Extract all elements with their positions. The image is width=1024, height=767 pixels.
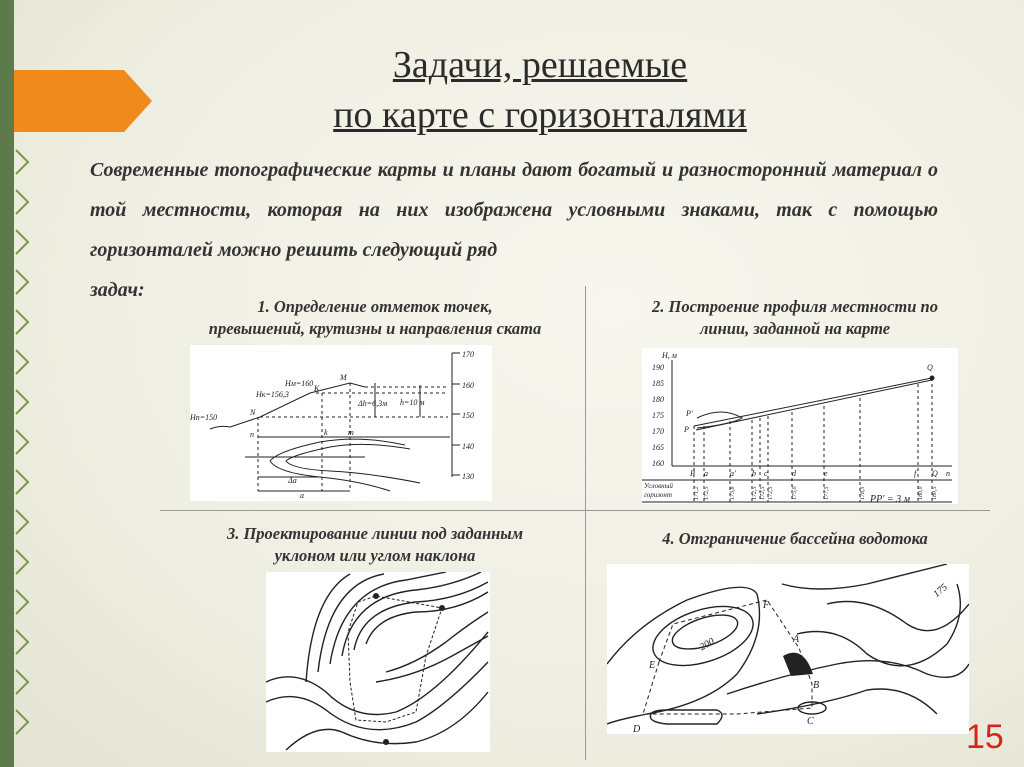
fig2-x-d: d: [792, 469, 796, 478]
fig4-point-a: A: [793, 634, 800, 645]
task-1-caption-line1: 1. Определение отметок точек,: [257, 297, 493, 316]
fig1-da-label: Δa: [288, 476, 297, 485]
fig1-k2-label: k: [324, 428, 328, 437]
task-3-caption-line1: 3. Проектирование линии под заданным: [226, 524, 524, 543]
fig2-row-label-1: Условный: [644, 482, 673, 490]
fig2-point-p-prime: P': [686, 409, 693, 418]
fig2-x-c: c: [764, 469, 768, 478]
fig2-x-p: P: [690, 469, 695, 478]
fig2-point-p: P: [684, 425, 689, 434]
fig2-x-n: n: [946, 469, 950, 478]
fig2-scale-note: PP' = 3 м: [870, 494, 910, 505]
fig2-val-2: 173,8: [730, 486, 736, 500]
fig1-k-label: K: [314, 384, 320, 393]
fig2-x-a2: a': [730, 469, 736, 478]
vertical-divider: [585, 286, 586, 760]
title-line-2: по карте с горизонталями: [333, 94, 747, 136]
fig1-a-label: a: [300, 491, 304, 500]
fig2-y-160: 160: [652, 459, 664, 468]
fig4-point-f: F: [763, 600, 770, 611]
fig2-val-9: 180,0: [918, 486, 924, 500]
intro-text-last: задач:: [90, 279, 145, 301]
fig1-hk-label: Hк=156,3: [256, 390, 289, 399]
fig4-point-c: C: [807, 716, 814, 727]
fig1-m2-label: m: [348, 428, 354, 437]
task-2-caption-line1: 2. Построение профиля местности по: [652, 297, 938, 316]
title-line-1: Задачи, решаемые: [392, 44, 688, 86]
fig2-val-8: 178,5: [860, 486, 866, 500]
task-3-caption-line2: уклоном или углом наклона: [274, 546, 476, 565]
fig1-h-label: h=10 м: [400, 398, 425, 407]
fig2-y-180: 180: [652, 395, 664, 404]
fig2-val-0: 171,2: [694, 486, 700, 500]
task-4-caption-line1: 4. Отграничение бассейна водотока: [662, 529, 928, 548]
task-3-caption: [165, 523, 585, 567]
fig4-point-d: D: [633, 724, 641, 734]
page-number: 15: [966, 718, 1004, 756]
slide-title: [300, 40, 780, 140]
fig2-x-a: a: [704, 469, 708, 478]
fig1-scale-140: 140: [462, 442, 474, 451]
fig2-y-185: 185: [652, 379, 664, 388]
fig2-val-1: 172,5: [704, 486, 710, 500]
fig2-y-175: 175: [652, 411, 664, 420]
fig1-scale-160: 160: [462, 381, 474, 390]
fig1-hm-label: Hм=160: [285, 379, 314, 388]
fig2-val-10: 180,5: [932, 486, 938, 500]
fig2-y-165: 165: [652, 443, 664, 452]
fig1-scale-150: 150: [462, 411, 474, 420]
fig2-x-q: Q: [932, 469, 938, 478]
fig1-scale-130: 130: [462, 472, 474, 481]
fig1-n-label: N: [250, 408, 256, 417]
intro-paragraph: [90, 150, 938, 310]
fig4-point-e: E: [649, 660, 656, 671]
task-2-caption: [605, 296, 985, 340]
fig2-point-q: Q: [927, 363, 933, 372]
fig2-x-f: f: [914, 469, 917, 478]
fig4-point-b: B: [813, 680, 820, 691]
fig2-y-axis-label: H, м: [662, 351, 677, 360]
figure-4-watershed-map: [607, 564, 969, 734]
orange-arrow-flag: [14, 70, 152, 132]
fig1-n2-label: n: [250, 430, 254, 439]
fig4-contour-175: 175: [931, 581, 950, 600]
fig1-dh-label: Δh=6,3м: [358, 399, 388, 408]
fig2-y-170: 170: [652, 427, 664, 436]
task-1-caption: [165, 296, 585, 340]
fig2-x-b: b: [752, 469, 756, 478]
horizontal-divider: [160, 510, 990, 511]
task-1-caption-line2: превышений, крутизны и направления ската: [208, 319, 542, 338]
fig1-hn-label: Hn=150: [190, 413, 218, 422]
fig4-contour-200: 200: [697, 636, 717, 654]
figure-2-profile-diagram: [642, 348, 958, 504]
fig2-y-190: 190: [652, 363, 664, 372]
fig2-row-label-2: горизонт: [644, 491, 672, 499]
fig2-val-7: 177,5: [824, 486, 830, 500]
fig2-x-e: e: [824, 469, 828, 478]
task-2-caption-line2: линии, заданной на карте: [699, 319, 891, 338]
fig2-val-6: 175,0: [792, 486, 798, 500]
figure-3-slope-line-diagram: [266, 572, 490, 752]
fig2-val-5: 172,5: [768, 486, 774, 500]
fig2-val-3: 172,5: [752, 486, 758, 500]
intro-text: Современные топографические карты и планы дают богатый и разносторонний материал о той местности, которая на них изображена условными знаками, так с помощью горизонталей можно решить следующий ряд: [90, 159, 938, 261]
task-4-caption: [605, 528, 985, 550]
figure-1-elevation-diagram: [190, 345, 492, 501]
fig1-scale-170: 170: [462, 350, 474, 359]
fig1-m-label: M: [340, 373, 347, 382]
fig2-val-4: 172,5: [760, 486, 766, 500]
